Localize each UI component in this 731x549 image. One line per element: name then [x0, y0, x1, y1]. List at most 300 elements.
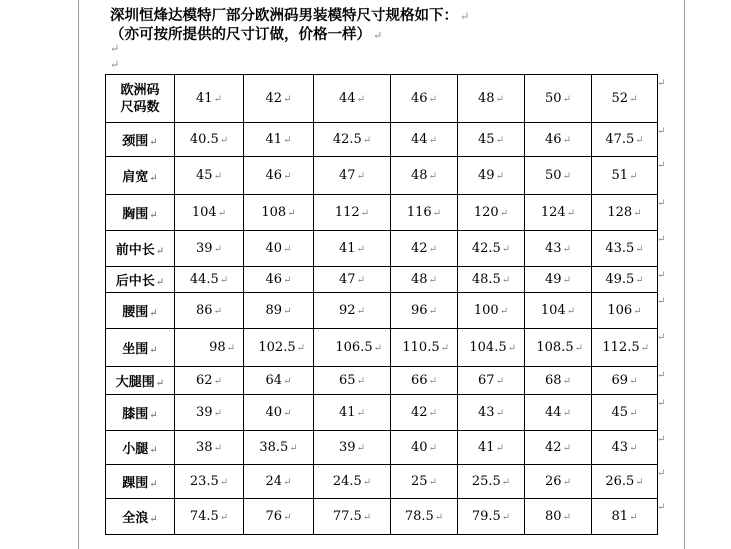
measurement-row [106, 157, 658, 195]
size-spec-table [105, 74, 658, 535]
measurement-row [106, 367, 658, 395]
paragraph-mark: ↵ [499, 208, 509, 219]
measurement-value: 25.5 [471, 474, 501, 489]
measurement-value-cell [458, 231, 525, 267]
measurement-label-cell [106, 367, 175, 395]
measurement-label: 前中长 [115, 243, 155, 258]
measurement-label-cell [106, 465, 175, 499]
measurement-value-cell [592, 267, 658, 293]
paragraph-mark: ↵ [283, 275, 292, 286]
paragraph-mark: ↵ [356, 94, 365, 105]
measurement-value-cell [458, 367, 525, 395]
header-label-cell [106, 75, 175, 123]
header-label-line: 欧洲码 [120, 82, 160, 98]
paragraph-mark: ↵ [283, 408, 292, 419]
measurement-value-cell [244, 329, 314, 367]
measurement-value-cell [592, 367, 658, 395]
paragraph-mark: ↵ [219, 135, 229, 146]
paragraph-mark: ↵ [287, 208, 296, 219]
measurement-value: 106 [607, 303, 633, 318]
measurement-value: 42 [545, 440, 562, 455]
paragraph-mark: ↵ [566, 208, 576, 219]
measurement-value: 41 [339, 405, 356, 420]
measurement-value: 62 [196, 373, 213, 388]
measurement-value: 26.5 [605, 474, 635, 489]
measurement-value-cell [391, 123, 458, 157]
paragraph-mark: ↵ [633, 306, 642, 317]
measurement-value-cell [175, 195, 244, 231]
measurement-label-cell [106, 431, 175, 465]
measurement-value-cell [391, 157, 458, 195]
paragraph-mark: ↵ [640, 343, 649, 354]
paragraph-mark: ↵ [289, 443, 298, 454]
measurement-value-cell [314, 267, 391, 293]
paragraph-mark: ↵ [283, 477, 292, 488]
paragraph-mark: ↵ [428, 275, 437, 286]
measurement-value: 116 [406, 205, 432, 220]
paragraph-mark: ↵ [657, 160, 666, 171]
measurement-value-cell [391, 231, 458, 267]
paragraph-mark: ↵ [110, 42, 120, 55]
measurement-value: 69 [611, 373, 629, 388]
measurement-value: 68 [545, 373, 562, 388]
measurement-value: 86 [196, 303, 213, 318]
measurement-value-cell [525, 267, 592, 293]
measurement-value-cell [175, 431, 244, 465]
measurement-value-cell [592, 329, 658, 367]
measurement-value-cell [175, 465, 244, 499]
paragraph-mark: ↵ [501, 275, 511, 286]
measurement-value-cell [314, 367, 391, 395]
left-margin-line [78, 0, 79, 549]
measurement-value-cell [175, 367, 244, 395]
measurement-value: 45 [478, 132, 495, 147]
measurement-value-cell [391, 267, 458, 293]
measurement-value-cell [525, 157, 592, 195]
paragraph-mark: ↵ [562, 94, 571, 105]
measurement-label: 胸围 [122, 207, 149, 222]
measurement-value-cell [175, 329, 244, 367]
paragraph-mark: ↵ [657, 296, 666, 307]
paragraph-mark: ↵ [149, 173, 158, 184]
heading-line-1 [110, 4, 469, 25]
paragraph-mark: ↵ [428, 171, 437, 182]
paragraph-mark: ↵ [657, 370, 666, 381]
measurement-value: 44.5 [189, 272, 219, 287]
paragraph-mark: ↵ [149, 210, 158, 221]
measurement-value: 42.5 [471, 241, 501, 256]
measurement-value-cell [175, 157, 244, 195]
measurement-value: 44 [545, 405, 562, 420]
measurement-value: 112.5 [602, 340, 640, 355]
measurement-value: 41 [339, 241, 356, 256]
paragraph-mark: ↵ [213, 244, 222, 255]
measurement-row [106, 465, 658, 499]
measurement-value: 45 [196, 168, 213, 183]
size-header-cell [314, 75, 391, 123]
measurement-value-cell [525, 395, 592, 431]
paragraph-mark: ↵ [110, 58, 120, 71]
measurement-value-cell [525, 329, 592, 367]
measurement-value-cell [458, 267, 525, 293]
measurement-value: 92 [339, 303, 356, 318]
measurement-label: 全浪 [122, 511, 149, 526]
measurement-value-cell [175, 293, 244, 329]
paragraph-mark: ↵ [495, 376, 504, 387]
measurement-value-cell [314, 123, 391, 157]
paragraph-mark: ↵ [562, 443, 571, 454]
measurement-value: 49.5 [605, 272, 635, 287]
paragraph-mark: ↵ [219, 477, 229, 488]
measurement-value: 48.5 [471, 272, 501, 287]
measurement-value-cell [391, 431, 458, 465]
measurement-label: 小腿 [122, 442, 149, 457]
measurement-value: 120 [473, 205, 499, 220]
paragraph-mark: ↵ [562, 171, 571, 182]
paragraph-mark: ↵ [562, 135, 571, 146]
measurement-value: 47 [339, 168, 356, 183]
measurement-value: 128 [607, 205, 633, 220]
paragraph-mark: ↵ [149, 137, 158, 148]
header-row [106, 75, 658, 123]
size-header-cell [244, 75, 314, 123]
measurement-value: 43.5 [605, 241, 635, 256]
paragraph-mark: ↵ [149, 479, 158, 490]
measurement-value: 40.5 [189, 132, 219, 147]
measurement-value-cell [525, 499, 592, 535]
paragraph-mark: ↵ [283, 306, 292, 317]
measurement-label-cell [106, 231, 175, 267]
measurement-value-cell [592, 157, 658, 195]
measurement-value: 46 [545, 132, 562, 147]
paragraph-mark: ↵ [428, 443, 437, 454]
paragraph-mark: ↵ [356, 171, 365, 182]
measurement-value-cell [244, 231, 314, 267]
paragraph-mark: ↵ [432, 208, 442, 219]
measurement-label: 坐围 [122, 342, 149, 357]
paragraph-mark: ↵ [635, 135, 644, 146]
measurement-value: 112 [334, 205, 360, 220]
measurement-value-cell [175, 267, 244, 293]
measurement-value: 51 [611, 168, 629, 183]
paragraph-mark: ↵ [149, 514, 158, 525]
measurement-value: 79.5 [471, 509, 501, 524]
measurement-value-cell [458, 157, 525, 195]
paragraph-mark: ↵ [155, 246, 165, 257]
paragraph-mark: ↵ [149, 410, 158, 421]
paragraph-mark: ↵ [657, 198, 666, 209]
measurement-value-cell [592, 395, 658, 431]
size-table-body [106, 75, 658, 535]
measurement-value: 108.5 [536, 340, 574, 355]
measurement-value-cell [592, 123, 658, 157]
measurement-value: 104.5 [469, 340, 507, 355]
paragraph-mark: ↵ [155, 378, 165, 389]
measurement-value-cell [592, 293, 658, 329]
measurement-value: 42.5 [332, 132, 362, 147]
paragraph-mark: ↵ [213, 408, 222, 419]
measurement-label: 腰围 [122, 305, 149, 320]
measurement-value: 81 [611, 509, 629, 524]
measurement-value: 39 [339, 440, 356, 455]
size-header-cell [592, 75, 658, 123]
measurement-value: 80 [545, 509, 562, 524]
paragraph-mark: ↵ [460, 10, 470, 23]
paragraph-mark: ↵ [219, 512, 229, 523]
measurement-value-cell [458, 329, 525, 367]
measurement-value: 66 [411, 373, 428, 388]
paragraph-mark: ↵ [362, 135, 372, 146]
measurement-value: 40 [265, 241, 283, 256]
measurement-row [106, 267, 658, 293]
measurement-value-cell [314, 195, 391, 231]
measurement-label-cell [106, 157, 175, 195]
measurement-value-cell [314, 329, 391, 367]
size-value: 50 [545, 91, 562, 106]
size-value: 46 [411, 91, 428, 106]
measurement-value-cell [244, 157, 314, 195]
measurement-value-cell [525, 367, 592, 395]
measurement-value-cell [525, 465, 592, 499]
paragraph-mark: ↵ [428, 408, 437, 419]
measurement-value: 110.5 [402, 340, 440, 355]
measurement-value-cell [244, 367, 314, 395]
measurement-value-cell [314, 431, 391, 465]
paragraph-mark: ↵ [428, 477, 437, 488]
paragraph-mark: ↵ [149, 308, 158, 319]
measurement-value: 48 [411, 168, 428, 183]
measurement-value-cell [525, 431, 592, 465]
paragraph-mark: ↵ [362, 477, 372, 488]
measurement-value: 77.5 [332, 509, 362, 524]
measurement-value: 43 [611, 440, 629, 455]
measurement-value: 26 [545, 474, 562, 489]
measurement-row [106, 329, 658, 367]
measurement-value-cell [314, 157, 391, 195]
measurement-value-cell [592, 431, 658, 465]
measurement-value: 41 [265, 132, 283, 147]
paragraph-mark: ↵ [495, 94, 504, 105]
measurement-label-cell [106, 123, 175, 157]
measurement-value: 43 [545, 241, 562, 256]
paragraph-mark: ↵ [155, 277, 165, 288]
paragraph-mark: ↵ [440, 343, 449, 354]
measurement-value: 45 [611, 405, 629, 420]
paragraph-mark: ↵ [356, 275, 365, 286]
paragraph-mark: ↵ [657, 502, 666, 513]
size-value: 48 [478, 91, 495, 106]
paragraph-mark: ↵ [296, 343, 305, 354]
paragraph-mark: ↵ [356, 306, 365, 317]
measurement-label-cell [106, 329, 175, 367]
measurement-row [106, 431, 658, 465]
paragraph-mark: ↵ [562, 477, 571, 488]
paragraph-mark: ↵ [283, 135, 292, 146]
size-header-cell [391, 75, 458, 123]
measurement-value-cell [314, 465, 391, 499]
measurement-value: 50 [545, 168, 562, 183]
paragraph-mark: ↵ [566, 306, 576, 317]
paragraph-mark: ↵ [629, 408, 638, 419]
measurement-value: 104 [191, 205, 217, 220]
measurement-value-cell [244, 267, 314, 293]
measurement-value-cell [525, 123, 592, 157]
paragraph-mark: ↵ [629, 512, 638, 523]
paragraph-mark: ↵ [657, 398, 666, 409]
measurement-row [106, 231, 658, 267]
right-margin-line [684, 0, 685, 549]
paragraph-mark: ↵ [283, 512, 292, 523]
paragraph-mark: ↵ [657, 234, 666, 245]
measurement-value: 76 [265, 509, 283, 524]
size-header-cell [458, 75, 525, 123]
paragraph-mark: ↵ [635, 244, 644, 255]
paragraph-mark: ↵ [219, 275, 229, 286]
measurement-value: 41 [478, 440, 495, 455]
measurement-label: 膝围 [122, 407, 149, 422]
paragraph-mark: ↵ [283, 376, 292, 387]
paragraph-mark: ↵ [213, 376, 222, 387]
paragraph-mark: ↵ [629, 376, 638, 387]
paragraph-mark: ↵ [562, 275, 571, 286]
measurement-label-cell [106, 499, 175, 535]
measurement-value: 40 [411, 440, 428, 455]
paragraph-mark: ↵ [428, 306, 437, 317]
measurement-value-cell [314, 395, 391, 431]
measurement-value: 24.5 [332, 474, 362, 489]
paragraph-mark: ↵ [507, 343, 516, 354]
size-header-cell [175, 75, 244, 123]
measurement-value-cell [314, 231, 391, 267]
paragraph-mark: ↵ [657, 468, 666, 479]
paragraph-mark: ↵ [657, 332, 666, 343]
measurement-row [106, 123, 658, 157]
measurement-value-cell [458, 465, 525, 499]
paragraph-mark: ↵ [495, 135, 504, 146]
measurement-value: 49 [478, 168, 495, 183]
measurement-value: 46 [265, 272, 283, 287]
measurement-label: 踝围 [122, 476, 149, 491]
paragraph-mark: ↵ [501, 477, 511, 488]
measurement-value-cell [244, 499, 314, 535]
paragraph-mark: ↵ [657, 78, 666, 89]
paragraph-mark: ↵ [213, 94, 222, 105]
measurement-row [106, 395, 658, 431]
measurement-value: 67 [478, 373, 495, 388]
measurement-value-cell [525, 231, 592, 267]
measurement-value: 102.5 [258, 340, 296, 355]
paragraph-mark: ↵ [633, 208, 642, 219]
paragraph-mark: ↵ [499, 306, 509, 317]
measurement-value: 38.5 [259, 440, 289, 455]
measurement-value: 100 [473, 303, 499, 318]
measurement-label-cell [106, 293, 175, 329]
header-label-line: 尺码数 [120, 99, 160, 115]
paragraph-mark: ↵ [629, 171, 638, 182]
measurement-value-cell [391, 465, 458, 499]
measurement-label: 大腿围 [115, 375, 155, 390]
paragraph-mark: ↵ [283, 94, 292, 105]
paragraph-mark: ↵ [373, 343, 382, 354]
heading-line-2-text: （亦可按所提供的尺寸订做，价格一样） [110, 26, 371, 43]
measurement-value-cell [244, 123, 314, 157]
paragraph-mark: ↵ [629, 443, 638, 454]
size-header-cell [525, 75, 592, 123]
measurement-value-cell [244, 293, 314, 329]
measurement-value: 39 [196, 405, 213, 420]
size-value: 44 [339, 91, 356, 106]
paragraph-mark: ↵ [428, 135, 437, 146]
measurement-value-cell [391, 395, 458, 431]
paragraph-mark: ↵ [283, 171, 292, 182]
paragraph-mark: ↵ [428, 376, 437, 387]
paragraph-mark: ↵ [635, 275, 644, 286]
measurement-value: 98 [209, 340, 226, 355]
size-value: 52 [611, 91, 629, 106]
measurement-value: 46 [265, 168, 283, 183]
measurement-value-cell [592, 231, 658, 267]
paragraph-mark: ↵ [356, 244, 365, 255]
measurement-value-cell [391, 329, 458, 367]
size-value: 41 [196, 91, 213, 106]
paragraph-mark: ↵ [213, 443, 222, 454]
measurement-value-cell [244, 431, 314, 465]
measurement-value-cell [458, 195, 525, 231]
size-value: 42 [265, 91, 283, 106]
paragraph-mark: ↵ [495, 408, 504, 419]
paragraph-mark: ↵ [562, 376, 571, 387]
measurement-value-cell [391, 293, 458, 329]
measurement-value: 38 [196, 440, 213, 455]
measurement-value-cell [592, 465, 658, 499]
measurement-value-cell [244, 395, 314, 431]
measurement-value: 96 [411, 303, 428, 318]
paragraph-mark: ↵ [283, 244, 292, 255]
measurement-value: 42 [411, 241, 428, 256]
measurement-value-cell [458, 123, 525, 157]
paragraph-mark: ↵ [428, 244, 437, 255]
measurement-value: 124 [540, 205, 566, 220]
measurement-value: 74.5 [189, 509, 219, 524]
measurement-value: 65 [339, 373, 356, 388]
measurement-value: 24 [265, 474, 283, 489]
measurement-label-cell [106, 195, 175, 231]
measurement-value: 108 [261, 205, 287, 220]
paragraph-mark: ↵ [373, 29, 383, 42]
paragraph-mark: ↵ [501, 512, 511, 523]
measurement-value-cell [592, 195, 658, 231]
measurement-value-cell [175, 231, 244, 267]
measurement-label: 后中长 [115, 274, 155, 289]
paragraph-mark: ↵ [149, 345, 158, 356]
paragraph-mark: ↵ [356, 443, 365, 454]
measurement-value-cell [314, 293, 391, 329]
measurement-value-cell [175, 499, 244, 535]
measurement-label: 肩宽 [122, 170, 149, 185]
paragraph-mark: ↵ [495, 171, 504, 182]
paragraph-mark: ↵ [362, 512, 372, 523]
paragraph-mark: ↵ [657, 126, 666, 137]
measurement-value: 39 [196, 241, 213, 256]
measurement-value: 25 [411, 474, 428, 489]
paragraph-mark: ↵ [501, 244, 511, 255]
measurement-value: 47.5 [605, 132, 635, 147]
measurement-value-cell [175, 395, 244, 431]
measurement-value: 78.5 [404, 509, 434, 524]
paragraph-mark: ↵ [562, 512, 571, 523]
measurement-value: 48 [411, 272, 428, 287]
paragraph-mark: ↵ [213, 171, 222, 182]
